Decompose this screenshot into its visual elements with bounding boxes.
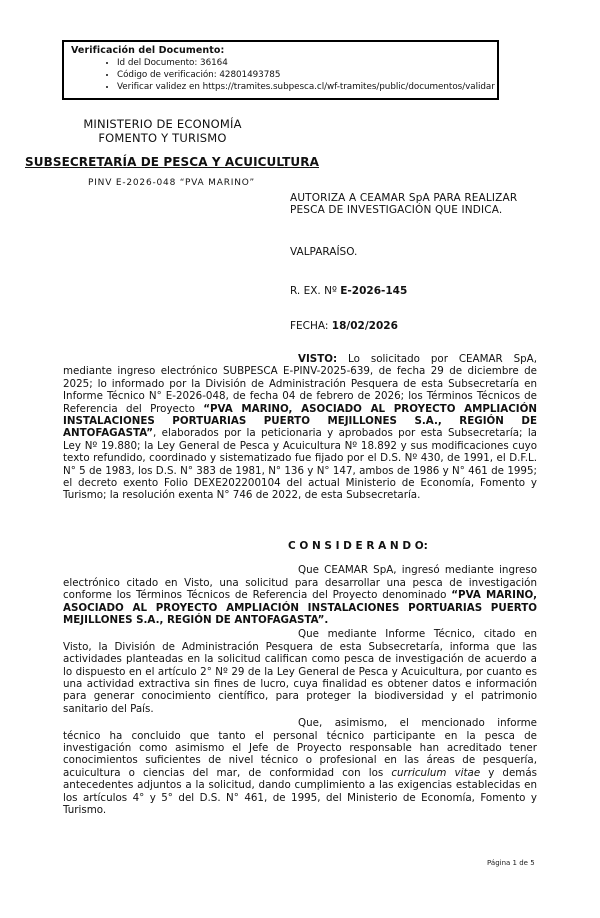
resolution-body	[63, 353, 537, 818]
verification-list	[71, 57, 493, 93]
verification-item-document-id: • Id del Documento: 36164	[117, 57, 493, 69]
verification-item-code: • Código de verificación: 42801493785	[117, 69, 493, 81]
considerando-paragraph-3: Que, asimismo, el mencionado informe técnico ha concluido que tanto el personal técnico participante en la pesca de investigación como asimismo el Jefe de Proyecto responsable han acreditado tener conocimientos suficientes de nivel técnico o profesional en las áreas de pesquería, acuicultura o ciencias del mar, de conformidad con los curriculum vitae y demás antecedentes adjuntos a la solicitud, dando cumplimiento a las exigencias establecidas en los artículos 4° y 5° del D.S. N° 461, de 1995, del Ministerio de Economía, Fomento y Turismo.	[63, 717, 538, 816]
page-number: Página 1 de 5	[487, 859, 535, 867]
resolution-number-line	[290, 285, 552, 297]
considerando-heading: C O N S I D E R A N D O:	[288, 539, 428, 552]
subsecretaria-title: SUBSECRETARÍA DE PESCA Y ACUICULTURA	[25, 155, 320, 169]
letterhead	[25, 117, 320, 188]
project-code: PINV E-2026-048 “PVA MARINO”	[88, 178, 255, 188]
resolution-subject-line: PESCA DE INVESTIGACIÓN QUE INDICA.	[290, 204, 503, 217]
verification-title: Verificación del Documento:	[71, 45, 225, 56]
ministry-name-line2: FOMENTO Y TURISMO	[98, 130, 227, 145]
ministry-name-line1: MINISTERIO DE ECONOMÍA	[83, 117, 242, 131]
resolution-subject-line: AUTORIZA A CEAMAR SpA PARA REALIZAR	[290, 192, 518, 204]
considerando-paragraph-2: Que mediante Informe Técnico, citado en Visto, la División de Administración Pesquera de esta Subsecretaría, informa que las actividades planteadas en la solicitud califican como pesca de investigación de acuerdo a lo dispuesto en el artículo 2° Nº 29 de la Ley General de Pesca y Acuicultura, por cuanto es una actividad extractiva sin fines de lucro, cuya finalidad es obtener datos e información para generar conocimiento científico, para proteger la biodiversidad y el patrimonio sanitario del País.	[63, 628, 537, 715]
resolution-header-block	[290, 192, 552, 332]
resolution-number-label: R. EX. Nº	[290, 284, 341, 297]
verification-box	[62, 40, 499, 100]
considerando-paragraph-1: Que CEAMAR SpA, ingresó mediante ingreso electrónico citado en Visto, una solicitud para desarrollar una pesca de investigación conforme los Términos Técnicos de Referencia del Proyecto denominado “PVA MARINO, ASOCIADO AL PROYECTO AMPLIACIÓN INSTALACIONES PORTUARIAS PUERTO MEJILLONES S.A., REGIÓN DE ANTOFAGASTA”.	[63, 564, 537, 626]
resolution-number-value: E-2026-145	[340, 284, 408, 297]
resolution-date-label: FECHA:	[290, 320, 332, 333]
verification-item-url: • Verificar validez en https://tramites.subpesca.cl/wf-tramites/public/documentos/validar	[117, 81, 493, 93]
resolution-subject	[290, 192, 552, 217]
resolution-date-line	[290, 320, 552, 332]
city-label: VALPARAÍSO.	[290, 245, 358, 258]
visto-paragraph: VISTO: Lo solicitado por CEAMAR SpA, mediante ingreso electrónico SUBPESCA E-PINV-2025-639, de fecha 29 de diciembre de 2025; lo informado por la División de Administración Pesquera de esta Subsecretaría en Informe Técnico N° E-2026-048, de fecha 04 de febrero de 2026; los Términos Técnicos de Referencia del Proyecto “PVA MARINO, ASOCIADO AL PROYECTO AMPLIACIÓN INSTALACIONES PORTUARIAS PUERTO MEJILLONES S.A., REGIÓN DE ANTOFAGASTA”, elaborados por la peticionaria y aprobados por esta Subsecretaría; la Ley Nº 19.880; la Ley General de Pesca y Acuicultura Nº 18.892 y sus modificaciones cuyo texto refundido, coordinado y sistematizado fue fijado por el D.S. Nº 430, de 1991, el D.F.L. N° 5 de 1983, los D.S. N° 383 de 1981, N° 136 y N° 147, ambos de 1986 y N° 461 de 1995; el decreto exento Folio DEXE202200104 del actual Ministerio de Economía, Fomento y Turismo; la resolución exenta N° 746 de 2022, de esta Subsecretaría.	[63, 353, 537, 502]
resolution-date-value: 18/02/2026	[331, 320, 398, 333]
